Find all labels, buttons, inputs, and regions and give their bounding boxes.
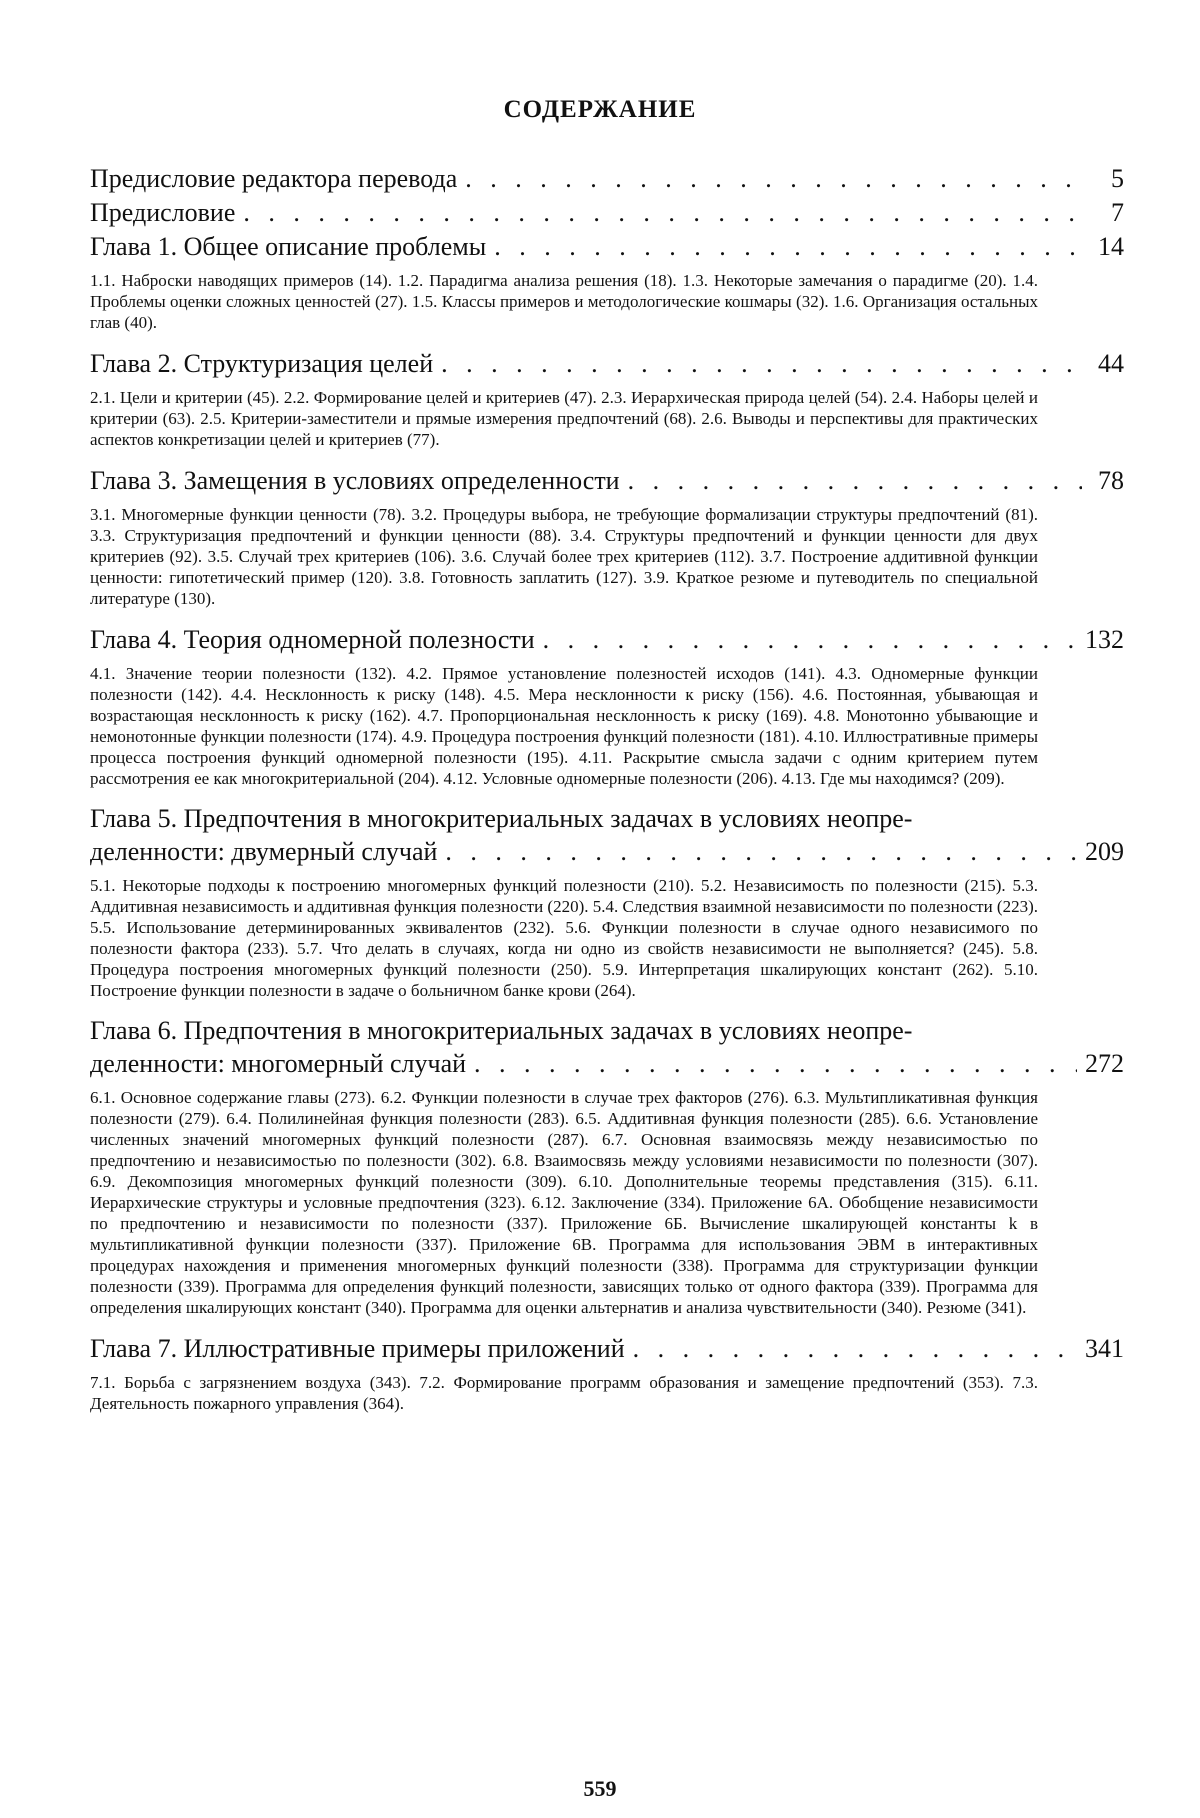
toc-entry-label: Глава 1. Общее описание проблемы — [90, 232, 487, 261]
toc-entry-chapter-2 — [90, 347, 1124, 381]
leader-dots — [235, 196, 1082, 230]
chapter-7-sections: 7.1. Борьба с загрязнением воздуха (343). 7.2. Формирование программ образования и замещение предпочтений (353). 7.3. Деятельность пожарного управления (364). — [90, 1373, 1038, 1413]
toc-entry-page: 209 — [1085, 837, 1124, 866]
toc-entry-label: Предисловие — [90, 198, 236, 227]
toc-entry-label-line1: Глава 5. Предпочтения в многокритериальных задачах в условиях неопре- — [90, 804, 913, 833]
toc-entry-label: Глава 3. Замещения в условиях определенности — [90, 466, 620, 495]
toc-entry-chapter-6 — [90, 1015, 1124, 1081]
leader-dots — [620, 464, 1082, 498]
toc-entry-chapter-5 — [90, 803, 1124, 869]
toc-entry-page: 44 — [1098, 349, 1124, 378]
toc-entry-label: Глава 2. Структуризация целей — [90, 349, 434, 378]
chapter-2-sections: 2.1. Цели и критерии (45). 2.2. Формирование целей и критериев (47). 2.3. Иерархическая природа целей (54). 2.4. Наборы целей и критерии (63). 2.5. Критерии-заместители и прямые измерения предпочтений (68). 2.6. Выводы и перспективы для практических аспектов конкретизации целей и критериев (77). — [90, 388, 1038, 449]
page-title: СОДЕРЖАНИЕ — [503, 96, 697, 123]
toc-entry-chapter-3 — [90, 464, 1124, 498]
toc-entry-preface — [90, 196, 1124, 230]
table-of-contents — [90, 162, 1124, 1414]
leader-dots — [466, 1047, 1077, 1081]
toc-entry-page: 5 — [1111, 164, 1124, 193]
toc-entry-chapter-4 — [90, 623, 1124, 657]
toc-entry-label: деленности: двумерный случай — [90, 837, 438, 866]
page-number: 559 — [583, 1776, 617, 1801]
leader-dots — [535, 623, 1077, 657]
leader-dots — [437, 835, 1077, 869]
chapter-5-sections: 5.1. Некоторые подходы к построению многомерных функций полезности (210). 5.2. Независимость по полезности (215). 5.3. Аддитивная независимость и аддитивная функция полезности (220). 5.4. Следствия взаимной независимости по полезности (223). 5.5. Использование детерминированных эквивалентов (232). 5.6. Функции полезности в случае одного независимого по полезности фактора (233). 5.7. Что делать в случаях, когда ни одно из свойств независимости не выполняется? (245). 5.8. Процедура построения многомерных функций полезности (250). 5.9. Интерпретация шкалирующих констант (262). 5.10. Построение функции полезности в задаче о больничном банке крови (264). — [90, 876, 1039, 1000]
toc-entry-editor-preface — [90, 162, 1124, 196]
toc-entry-label: Глава 7. Иллюстративные примеры приложений — [90, 1334, 625, 1363]
toc-entry-chapter-7 — [90, 1332, 1124, 1366]
toc-entry-page: 78 — [1098, 466, 1124, 495]
chapter-6-sections: 6.1. Основное содержание главы (273). 6.2. Функции полезности в случае трех факторов (276). 6.3. Мультипликативная функция полезности (279). 6.4. Полилинейная функция полезности (283). 6.5. Аддитивная функция полезности (285). 6.6. Установление численных значений многомерных функций полезности (287). 6.7. Основная взаимосвязь между независимостью по предпочтению и независимостью по полезности (302). 6.8. Взаимосвязь между условиями независимости по полезности (307). 6.9. Декомпозиция многомерных функций полезности (309). 6.10. Дополнительные теоремы представления (315). 6.11. Иерархические структуры и условные предпочтения (323). 6.12. Заключение (334). Приложение 6А. Обобщение независимости по предпочтению и независимости по полезности (337). Приложение 6Б. Вычисление шкалирующей константы k в мультипликативной функции полезности (337). Приложение 6В. Программа для использования ЭВМ в интерактивных процедурах нахождения и применения многомерных функций полезности (338). Программа для структуризации функции полезности (339). Программа для определения функций полезности, зависящих только от одного фактора (339). Программа для определения шкалирующих констант (340). Программа для оценки альтернатив и анализа чувствительности (340). Резюме (341). — [90, 1088, 1038, 1317]
chapter-4-sections: 4.1. Значение теории полезности (132). 4.2. Прямое установление полезностей исходов (141). 4.3. Одномерные функции полезности (142). 4.4. Несклонность к риску (148). 4.5. Мера несклонности к риску (156). 4.6. Постоянная, убывающая и возрастающая несклонность к риску (162). 4.7. Пропорциональная несклонность к риску (169). 4.8. Монотонно убывающие и немонотонные функции полезности (174). 4.9. Процедура построения функций полезности (181). 4.10. Иллюстративные примеры процесса построения функций одномерной полезности (195). 4.11. Раскрытие смысла задачи с одним критерием путем рассмотрения ее как многокритериальной (204). 4.12. Условные одномерные полезности (206). 4.13. Где мы находимся? (209). — [90, 664, 1038, 788]
leader-dots — [625, 1332, 1077, 1366]
toc-entry-page: 132 — [1085, 625, 1124, 654]
toc-entry-page: 272 — [1085, 1049, 1124, 1078]
chapter-1-sections: 1.1. Наброски наводящих примеров (14). 1.2. Парадигма анализа решения (18). 1.3. Некоторые замечания о парадигме (20). 1.4. Проблемы оценки сложных ценностей (27). 1.5. Классы примеров и методологические кошмары (32). 1.6. Организация остальных глав (40). — [90, 271, 1038, 332]
toc-entry-label-line1: Глава 6. Предпочтения в многокритериальных задачах в условиях неопре- — [90, 1016, 913, 1045]
toc-entry-chapter-1 — [90, 230, 1124, 264]
leader-dots — [433, 347, 1082, 381]
chapter-3-sections: 3.1. Многомерные функции ценности (78). 3.2. Процедуры выбора, не требующие формализации структуры предпочтений (81). 3.3. Структуризация предпочтений и функции ценности (88). 3.4. Структуры предпочтений и функции ценности для двух критериев (92). 3.5. Случай трех критериев (106). 3.6. Случай более трех критериев (112). 3.7. Построение аддитивной функции ценности: гипотетический пример (120). 3.8. Готовность заплатить (127). 3.9. Краткое резюме и путеводитель по специальной литературе (130). — [90, 505, 1038, 608]
toc-entry-page: 7 — [1111, 198, 1124, 227]
toc-entry-page: 341 — [1085, 1334, 1124, 1363]
toc-entry-label: Предисловие редактора перевода — [90, 164, 458, 193]
leader-dots — [486, 230, 1082, 264]
toc-entry-label: деленности: многомерный случай — [90, 1049, 467, 1078]
toc-entry-label: Глава 4. Теория одномерной полезности — [90, 625, 535, 654]
leader-dots — [457, 162, 1082, 196]
toc-entry-page: 14 — [1098, 232, 1124, 261]
